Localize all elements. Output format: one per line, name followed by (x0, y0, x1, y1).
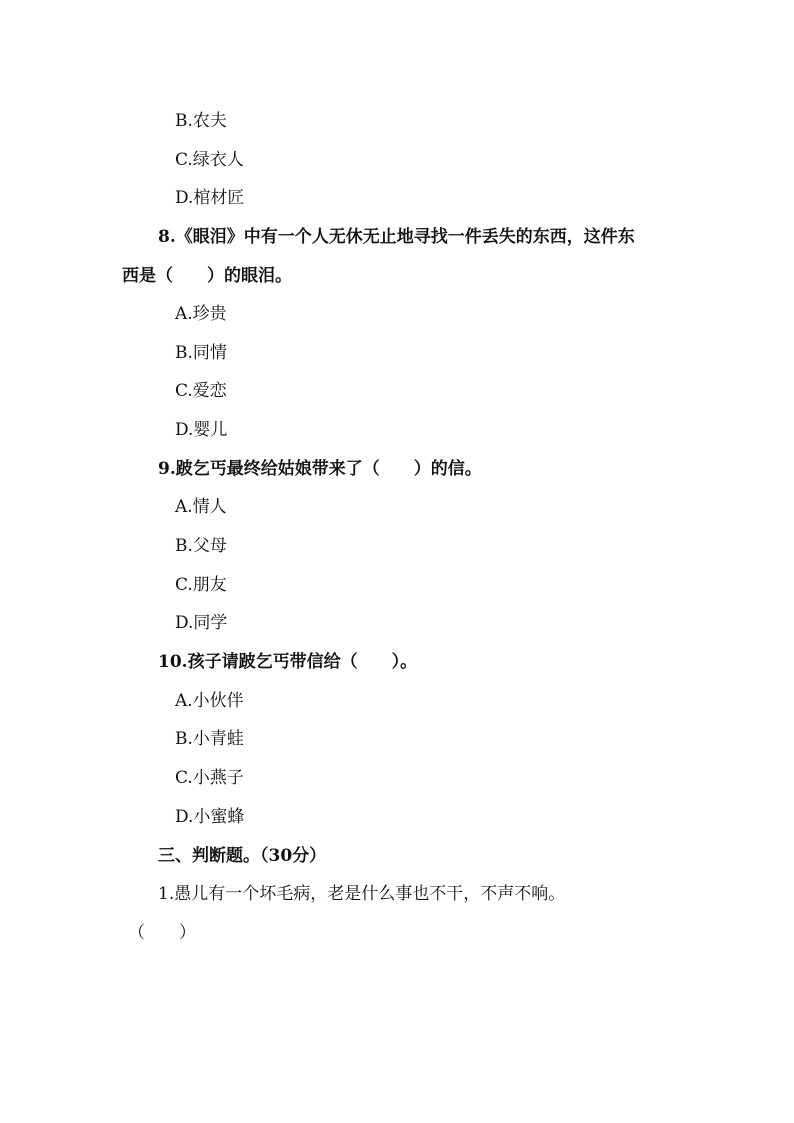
q9-option-c: C.朋友 (175, 575, 227, 595)
section3-heading: 三、判断题。（30分） (158, 846, 327, 866)
q10-option-d: D.小蜜蜂 (175, 807, 245, 827)
q10-question: 10.孩子请跛乞丐带信给（ ）。 (158, 652, 418, 672)
section3-item1: 1.愚儿有一个坏毛病，老是什么事也不干，不声不响。 (158, 884, 566, 904)
q7-option-b: B.农夫 (175, 111, 227, 131)
q8-option-c: C.爱恋 (175, 381, 227, 401)
q8-question-line1: 8.《眼泪》中有一个人无休无止地寻找一件丢失的东西，这件东 (158, 227, 635, 247)
q9-question: 9.跛乞丐最终给姑娘带来了（ ）的信。 (158, 459, 482, 479)
q8-question-line2: 西是（ ）的眼泪。 (122, 266, 292, 286)
q9-option-a: A.情人 (175, 497, 227, 517)
q10-option-c: C.小燕子 (175, 768, 244, 788)
q10-option-b: B.小青蛙 (175, 729, 244, 749)
q9-option-d: D.同学 (175, 613, 228, 633)
q7-option-c: C.绿衣人 (175, 150, 244, 170)
q7-option-d: D.棺材匠 (175, 188, 245, 208)
q8-option-b: B.同情 (175, 343, 227, 363)
q10-option-a: A.小伙伴 (175, 691, 244, 711)
q8-option-d: D.婴儿 (175, 420, 228, 440)
q9-option-b: B.父母 (175, 536, 227, 556)
q8-option-a: A.珍贵 (175, 304, 227, 324)
section3-item1-answer-blank: （ ） (128, 923, 196, 943)
